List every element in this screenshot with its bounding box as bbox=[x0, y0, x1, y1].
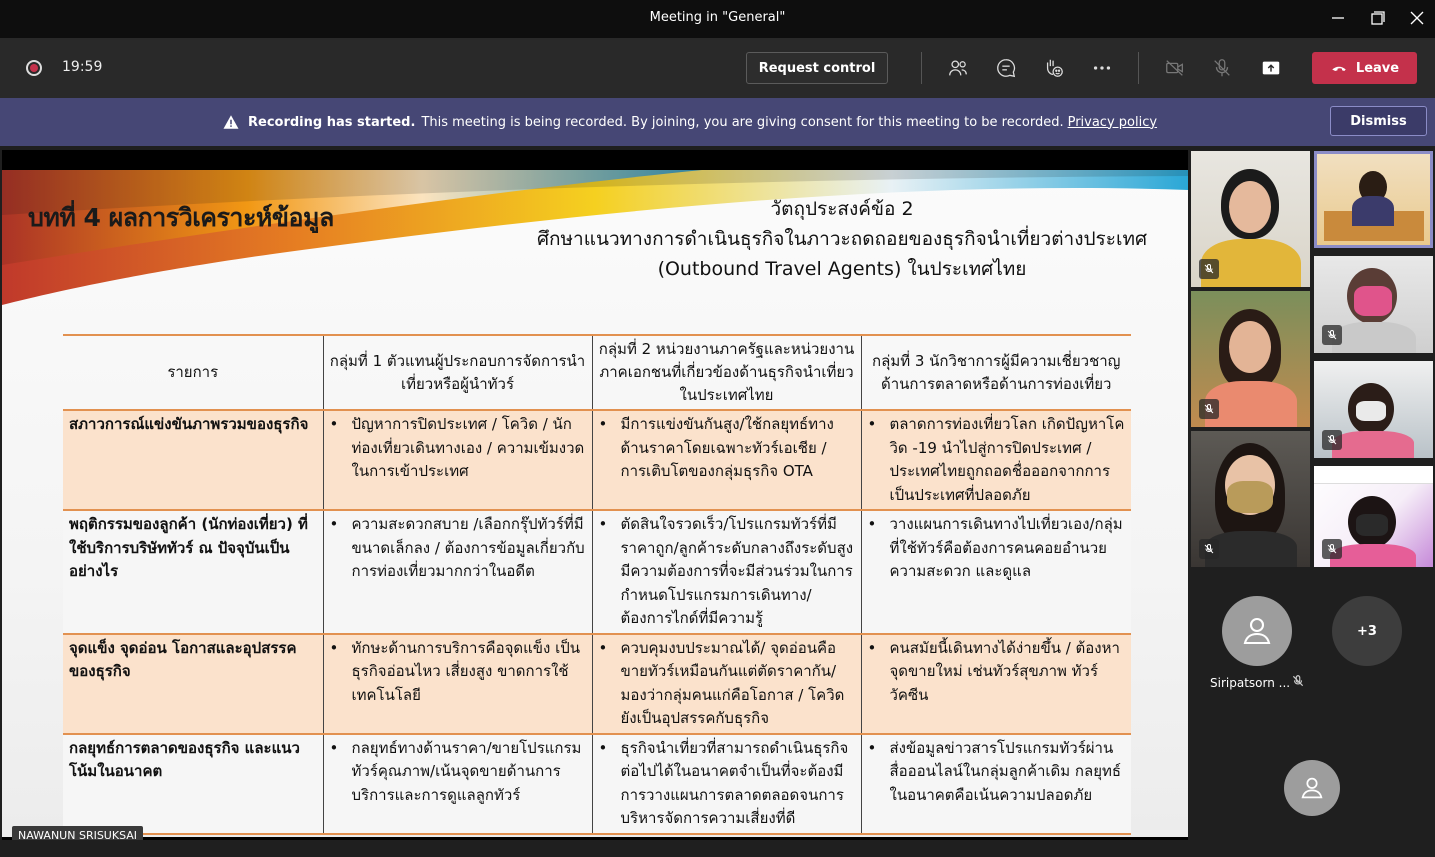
muted-mic-icon bbox=[1322, 430, 1342, 450]
recording-icon bbox=[26, 60, 42, 76]
table-cell: • ธุรกิจนำเที่ยวที่สามารถดำเนินธุรกิจต่อไปได้ในอนาคตจำเป็นที่จะต้องมีการวางแผนการตลาดตลอดจนการบริหารจัดการความเสี่ยงที่ดี bbox=[592, 734, 861, 834]
mic-off-icon[interactable] bbox=[1208, 54, 1236, 82]
table-cell-text: ธุรกิจนำเที่ยวที่สามารถดำเนินธุรกิจต่อไปได้ในอนาคตจำเป็นที่จะต้องมีการวางแผนการตลาดตลอดจนการบริหารจัดการความเสี่ยงที่ดี bbox=[620, 738, 849, 827]
recording-banner-title: Recording has started. bbox=[248, 114, 416, 130]
table-cell-text: ควบคุมงบประมาณได้/ จุดอ่อนคือขายทัวร์เหมือนกันแต่ตัดราคากัน/ มองว่ากลุ่มคนแก่คือโอกาส / โควิดยังเป็นอุปสรรคกับธุรกิจ bbox=[620, 638, 845, 727]
table-cell: • ควบคุมงบประมาณได้/ จุดอ่อนคือขายทัวร์เหมือนกันแต่ตัดราคากัน/ มองว่ากลุ่มคนแก่คือโอกาส / โควิดยังเป็นอุปสรรคกับธุรกิจ bbox=[592, 634, 861, 734]
table-row bbox=[63, 510, 1131, 634]
table-cell-text: วางแผนการเดินทางไปเที่ยวเอง/กลุ่มที่ใช้ทัวร์คือต้องการคนคอยอำนวยความสะดวก และดูแล bbox=[889, 515, 1123, 580]
table-row bbox=[63, 410, 1131, 510]
slide-subtitle-line: ศึกษาแนวทางการดำเนินธุรกิจในภาวะถดถอยของธุรกิจนำเที่ยวต่างประเทศ bbox=[536, 228, 1148, 250]
table-cell-text: ปัญหาการปิดประเทศ / โควิด / นักท่องเที่ยวเดินทางเอง / ความเข้มงวดในการเข้าประเทศ bbox=[351, 415, 585, 480]
muted-mic-icon bbox=[1199, 539, 1219, 559]
table-cell: • กลยุทธ์ทางด้านราคา/ขายโปรแกรมทัวร์คุณภาพ/เน้นจุดขายด้านการบริการและการดูแลลูกทัวร์ bbox=[323, 734, 592, 834]
table-row-item: กลยุทธ์การตลาดของธุรกิจ และแนวโน้มในอนาคต bbox=[63, 734, 323, 834]
participant-tile[interactable] bbox=[1314, 256, 1433, 353]
table-header-cell: รายการ bbox=[63, 335, 323, 410]
person-icon bbox=[1298, 774, 1326, 802]
meeting-stage bbox=[0, 146, 1435, 857]
chat-icon[interactable] bbox=[992, 54, 1020, 82]
title-bar bbox=[0, 0, 1435, 38]
slide-subtitle-line: วัตถุประสงค์ข้อ 2 bbox=[770, 198, 914, 220]
person-icon bbox=[1239, 613, 1275, 649]
participant-tile[interactable] bbox=[1191, 291, 1310, 427]
table-header-row bbox=[63, 335, 1131, 410]
recording-banner bbox=[0, 98, 1435, 146]
table-cell-text: มีการแข่งขันกันสูง/ใช้กลยุทธ์ทางด้านราคาโดยเฉพาะทัวร์เอเชีย / การเติบโตของกลุ่มธุรกิจ OTA bbox=[620, 415, 834, 480]
recording-banner-text: This meeting is being recorded. By joining, you are giving consent for this meeting to be recorded. bbox=[421, 114, 1064, 130]
privacy-policy-link[interactable]: Privacy policy bbox=[1067, 114, 1158, 130]
self-avatar[interactable] bbox=[1284, 760, 1340, 816]
table-cell-text: ทักษะด้านการบริการคือจุดแข็ง เป็นธุรกิจอ่อนไหว เสี่ยงสูง ขาดการใช้เทคโนโลยี bbox=[351, 638, 581, 704]
table-cell: • มีการแข่งขันกันสูง/ใช้กลยุทธ์ทางด้านราคาโดยเฉพาะทัวร์เอเชีย / การเติบโตของกลุ่มธุรกิจ OTA bbox=[592, 410, 861, 510]
table-row-item: จุดแข็ง จุดอ่อน โอกาสและอุปสรรคของธุรกิจ bbox=[63, 634, 323, 734]
more-icon[interactable] bbox=[1088, 54, 1116, 82]
table-cell: • ส่งข้อมูลข่าวสารโปรแกรมทัวร์ผ่านสื่อออนไลน์ในกลุ่มลูกค้าเดิม กลยุทธ์ในอนาคตคือเน้นความปลอดภัย bbox=[861, 734, 1131, 834]
maximize-icon[interactable] bbox=[1366, 6, 1390, 30]
minimize-icon[interactable] bbox=[1326, 6, 1350, 30]
presentation-slide bbox=[2, 170, 1188, 837]
meeting-timer: 19:59 bbox=[62, 59, 103, 75]
more-participants-button[interactable]: +3 bbox=[1332, 596, 1402, 666]
table-cell-text: คนสมัยนี้เดินทางได้ง่ายขึ้น / ต้องหาจุดขายใหม่ เช่นทัวร์สุขภาพ ทัวร์วัคซีน bbox=[889, 638, 1120, 704]
table-header-cell: กลุ่มที่ 2 หน่วยงานภาครัฐและหน่วยงานภาคเอกชนที่เกี่ยวข้องด้านธุรกิจนำเที่ยวในประเทศไทย bbox=[592, 335, 861, 410]
table-cell: • ตัดสินใจรวดเร็ว/โปรแกรมทัวร์ที่มีราคาถูก/ลูกค้าระดับกลางถึงระดับสูงมีความต้องการที่จะมีส่วนร่วมในการกำหนดโปรแกรมการเดินทาง/ต้องการไกด์ที่มีความรู้ bbox=[592, 510, 861, 634]
table-cell: • ปัญหาการปิดประเทศ / โควิด / นักท่องเที่ยวเดินทางเอง / ความเข้มงวดในการเข้าประเทศ bbox=[323, 410, 592, 510]
muted-mic-icon bbox=[1322, 325, 1342, 345]
participant-tile-active-speaker[interactable] bbox=[1314, 151, 1433, 248]
table-cell-text: ตลาดการท่องเที่ยวโลก เกิดปัญหาโควิด -19 นำไปสู่การปิดประเทศ / ประเทศไทยถูกถอดชื่อออกจากการเป็นประเทศที่ปลอดภัย bbox=[889, 415, 1125, 504]
leave-label: Leave bbox=[1355, 60, 1400, 76]
table-row bbox=[63, 634, 1131, 734]
table-cell: • ตลาดการท่องเที่ยวโลก เกิดปัญหาโควิด -19 นำไปสู่การปิดประเทศ / ประเทศไทยถูกถอดชื่อออกจากการเป็นประเทศที่ปลอดภัย bbox=[861, 410, 1131, 510]
participant-avatar[interactable] bbox=[1222, 596, 1292, 666]
phone-hangup-icon bbox=[1330, 59, 1348, 77]
table-cell: • วางแผนการเดินทางไปเที่ยวเอง/กลุ่มที่ใช้ทัวร์คือต้องการคนคอยอำนวยความสะดวก และดูแล bbox=[861, 510, 1131, 634]
request-control-button[interactable]: Request control bbox=[746, 52, 888, 84]
table-header-cell: กลุ่มที่ 1 ตัวแทนผู้ประกอบการจัดการนำเที่ยวหรือผู้นำทัวร์ bbox=[323, 335, 592, 410]
meeting-toolbar bbox=[0, 38, 1435, 98]
muted-mic-icon bbox=[1199, 259, 1219, 279]
muted-mic-icon bbox=[1322, 539, 1342, 559]
participant-tile[interactable] bbox=[1314, 361, 1433, 458]
slide-title: บทที่ 4 ผลการวิเคราะห์ข้อมูล bbox=[28, 203, 334, 232]
table-row-item: พฤติกรรมของลูกค้า (นักท่องเที่ยว) ที่ใช้บริการบริษัททัวร์ ณ ปัจจุบันเป็นอย่างไร bbox=[63, 510, 323, 634]
table-cell: • ทักษะด้านการบริการคือจุดแข็ง เป็นธุรกิจอ่อนไหว เสี่ยงสูง ขาดการใช้เทคโนโลยี bbox=[323, 634, 592, 734]
table-cell-text: ส่งข้อมูลข่าวสารโปรแกรมทัวร์ผ่านสื่อออนไลน์ในกลุ่มลูกค้าเดิม กลยุทธ์ในอนาคตคือเน้นความปลอดภัย bbox=[889, 738, 1122, 804]
toolbar-divider bbox=[1138, 52, 1139, 84]
participant-tile[interactable] bbox=[1191, 151, 1310, 287]
table-cell-text: ความสะดวกสบาย /เลือกกรุ๊ปทัวร์ที่มีขนาดเล็กลง / ต้องการข้อมูลเกี่ยวกับการท่องเที่ยวมากกว่าในอดีต bbox=[351, 515, 585, 580]
table-cell: • ความสะดวกสบาย /เลือกกรุ๊ปทัวร์ที่มีขนาดเล็กลง / ต้องการข้อมูลเกี่ยวกับการท่องเที่ยวมากกว่าในอดีต bbox=[323, 510, 592, 634]
presenter-name-tag: NAWANUN SRISUKSAI bbox=[12, 826, 143, 840]
muted-mic-icon bbox=[1291, 674, 1305, 688]
table-row-item: สภาวการณ์แข่งขันภาพรวมของธุรกิจ bbox=[63, 410, 323, 510]
slide-subtitle bbox=[522, 194, 1162, 284]
table-header-cell: กลุ่มที่ 3 นักวิชาการผู้มีความเชี่ยวชาญด้านการตลาดหรือด้านการท่องเที่ยว bbox=[861, 335, 1131, 410]
camera-off-icon[interactable] bbox=[1161, 54, 1189, 82]
shared-screen bbox=[2, 150, 1188, 840]
participants-icon[interactable] bbox=[944, 54, 972, 82]
table-row bbox=[63, 734, 1131, 834]
table-cell-text: ตัดสินใจรวดเร็ว/โปรแกรมทัวร์ที่มีราคาถูก/ลูกค้าระดับกลางถึงระดับสูงมีความต้องการที่จะมีส่วนร่วมในการกำหนดโปรแกรมการเดินทาง/ต้องการไกด์ที่มีความรู้ bbox=[620, 515, 854, 627]
leave-button[interactable] bbox=[1312, 52, 1417, 84]
window-title: Meeting in "General" bbox=[649, 10, 786, 25]
slide-subtitle-line: (Outbound Travel Agents) ในประเทศไทย bbox=[657, 258, 1027, 280]
table-cell-text: กลยุทธ์ทางด้านราคา/ขายโปรแกรมทัวร์คุณภาพ/เน้นจุดขายด้านการบริการและการดูแลลูกทัวร์ bbox=[351, 738, 582, 804]
table-cell: • คนสมัยนี้เดินทางได้ง่ายขึ้น / ต้องหาจุดขายใหม่ เช่นทัวร์สุขภาพ ทัวร์วัคซีน bbox=[861, 634, 1131, 734]
analysis-table bbox=[63, 334, 1131, 835]
muted-mic-icon bbox=[1199, 399, 1219, 419]
share-icon[interactable] bbox=[1257, 54, 1285, 82]
participant-tile[interactable] bbox=[1191, 431, 1310, 567]
participant-tile[interactable] bbox=[1314, 466, 1433, 567]
participant-name: Siripatsorn ... bbox=[1210, 676, 1291, 690]
reactions-icon[interactable] bbox=[1040, 54, 1068, 82]
dismiss-button[interactable]: Dismiss bbox=[1330, 106, 1427, 136]
close-icon[interactable] bbox=[1405, 6, 1429, 30]
warning-icon bbox=[222, 113, 240, 131]
toolbar-divider bbox=[921, 52, 922, 84]
